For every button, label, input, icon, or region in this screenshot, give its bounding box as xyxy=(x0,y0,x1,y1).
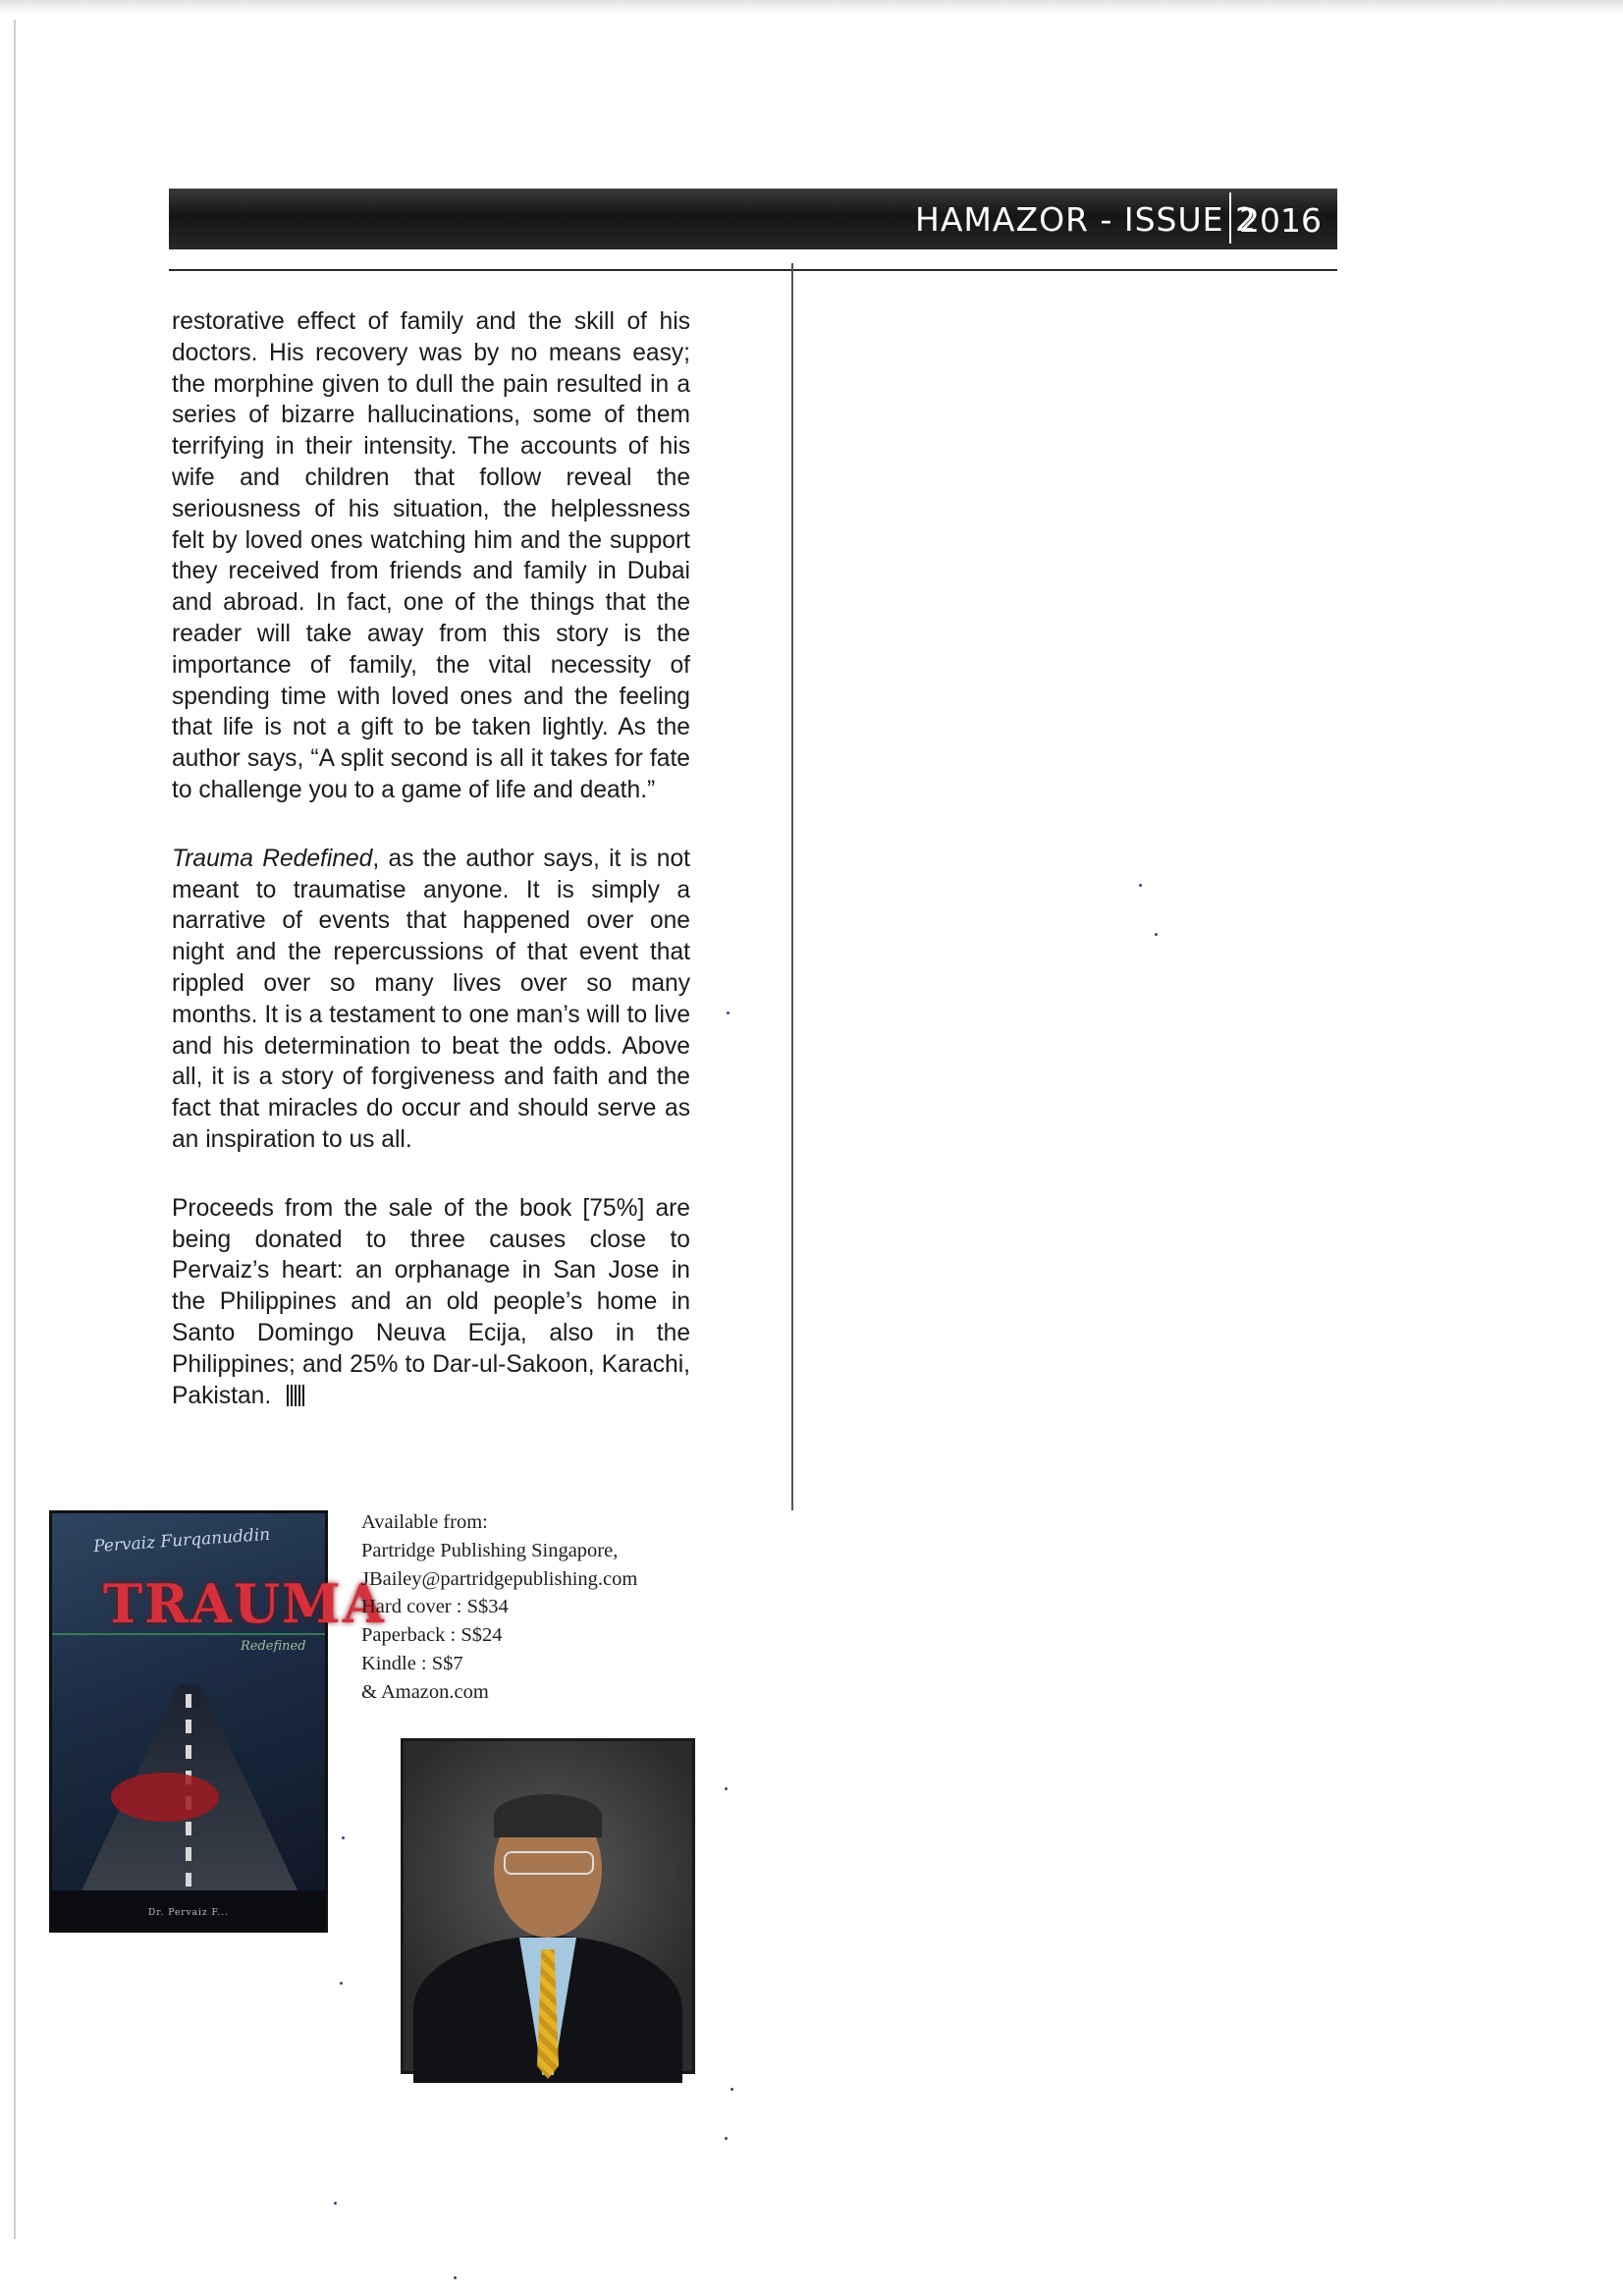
scan-shadow-left xyxy=(14,20,16,2239)
portrait-glasses xyxy=(504,1851,594,1875)
article-column xyxy=(172,306,690,1411)
magazine-issue-title: HAMAZOR - ISSUE 2 xyxy=(915,200,1257,239)
scan-speck xyxy=(725,2137,728,2140)
article-paragraph-2-text: , as the author says, it is not meant to traumatise anyone. It is simply a narrative of events that happened over one night and the repercussions of that event that rippled over so many lives over so many months. It is a testament to one man’s will to live and his determination to beat the odds. Above all, it is a story of forgiveness and faith and the fact that miracles do occur and should serve as an inspiration to us all. xyxy=(172,845,690,1153)
book-cover-image xyxy=(49,1510,386,1933)
price-hardcover: Hard cover : S$34 xyxy=(361,1596,509,1618)
article-end-mark-icon xyxy=(287,1385,306,1406)
column-divider xyxy=(791,263,793,1510)
scan-speck xyxy=(454,2276,457,2279)
article-paragraph-2 xyxy=(172,844,690,1156)
cover-author-name: Pervaiz Furqanuddin xyxy=(92,1524,271,1558)
publisher-name: Partridge Publishing Singapore, xyxy=(361,1539,619,1561)
author-portrait-photo xyxy=(401,1738,695,2074)
price-kindle: Kindle : S$7 xyxy=(361,1652,463,1674)
cover-title: TRAUMA xyxy=(103,1572,386,1635)
amazon-availability: & Amazon.com xyxy=(361,1680,489,1703)
cover-blood-splash xyxy=(111,1773,219,1822)
article-paragraph-3 xyxy=(172,1193,690,1412)
scan-shadow-top xyxy=(0,0,1623,14)
scan-speck xyxy=(727,1011,730,1014)
scan-speck xyxy=(1155,933,1158,936)
publisher-email: JBailey@partridgepublishing.com xyxy=(361,1567,638,1590)
scan-speck xyxy=(334,2202,337,2205)
price-paperback: Paperback : S$24 xyxy=(361,1624,503,1647)
scan-speck xyxy=(730,2088,733,2091)
article-paragraph-3-text: Proceeds from the sale of the book [75%] are being donated to three causes close to Pervaiz’s heart: an orphanage in San Jose in the Philippines and an old people’s home in Santo Domingo Neuva Ecija, also in the Philippines; and 25% to Dar-ul-Sakoon, Karachi, Pakistan. xyxy=(172,1194,690,1409)
issue-year: 2016 xyxy=(1229,192,1329,244)
scan-speck xyxy=(340,1982,343,1985)
magazine-header-bar xyxy=(169,189,1337,249)
book-title-inline: Trauma Redefined xyxy=(172,845,373,872)
header-rule xyxy=(169,269,1337,271)
scan-speck xyxy=(1139,884,1142,887)
cover-subtitle: Redefined xyxy=(241,1639,306,1654)
portrait-hair xyxy=(494,1794,602,1837)
cover-bottom-band xyxy=(52,1890,325,1930)
article-paragraph-1: restorative effect of family and the skill of his doctors. His recovery was by no means easy; the morphine given to dull the pain resulted in a series of bizarre hallucinations, some of them terrifying in their intensity. The accounts of his wife and children that follow reveal the seriousness of his situation, the helplessness felt by loved ones watching him and the support they received from friends and family in Dubai and abroad. In fact, one of the things that the reader will take away from this story is the importance of family, the vital necessity of spending time with loved ones and the feeling that life is not a gift to be taken lightly. As the author says, “A split second is all it takes for fate to challenge you to a game of life and death.” xyxy=(172,308,690,803)
scan-speck xyxy=(725,1787,728,1790)
availability-heading: Available from: xyxy=(361,1511,488,1533)
cover-credit: Dr. Pervaiz F... xyxy=(148,1908,229,1918)
availability-block xyxy=(361,1508,715,1707)
scan-speck xyxy=(342,1836,345,1839)
